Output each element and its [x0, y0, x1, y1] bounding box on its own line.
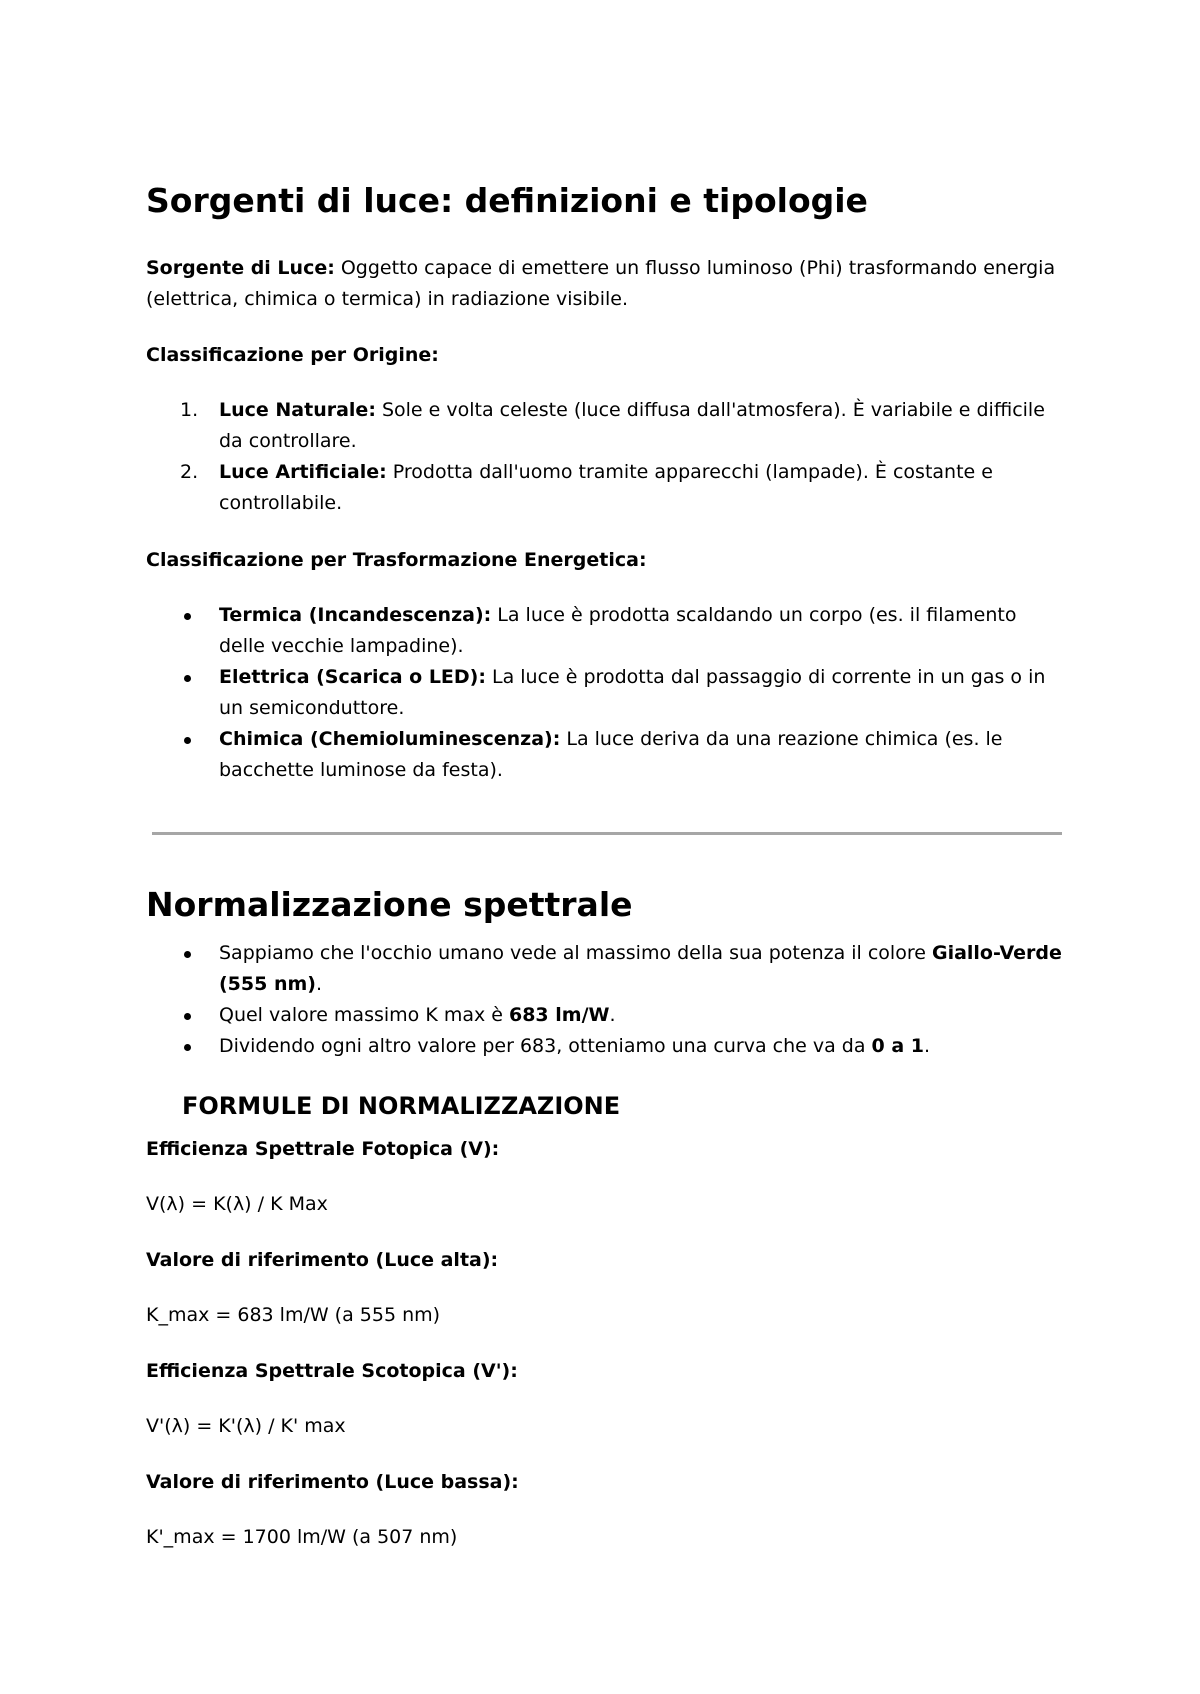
list-item [146, 662, 1066, 724]
origin-heading: Classificazione per Origine: [146, 344, 439, 366]
formula-value: V'(λ) = K'(λ) / K' max [146, 1415, 346, 1437]
list-item: Quel valore massimo K max è 683 lm/W. [146, 1000, 1066, 1031]
formula-value: V(λ) = K(λ) / K Max [146, 1193, 328, 1215]
list-item [146, 724, 1066, 786]
formula-value: K'_max = 1700 lm/W (a 507 nm) [146, 1526, 458, 1548]
item-term: Chimica (Chemioluminescenza): [219, 728, 561, 750]
list-item [146, 395, 1066, 457]
item-term: Luce Artificiale: [219, 461, 387, 483]
item-term: Luce Naturale: [219, 399, 376, 421]
item-text: Prodotta dall'uomo tramite apparecchi (lampade). È costante e controllabile. [219, 461, 993, 514]
list-item [146, 457, 1066, 519]
formula-label: Efficienza Spettrale Fotopica (V): [146, 1138, 500, 1160]
energy-heading: Classificazione per Trasformazione Energetica: [146, 549, 647, 571]
origin-list [146, 395, 1066, 519]
bullet-dot [184, 737, 191, 744]
item-term: Elettrica (Scarica o LED): [219, 666, 486, 688]
formula-value: K_max = 683 lm/W (a 555 nm) [146, 1304, 441, 1326]
formula-label: Valore di riferimento (Luce alta): [146, 1249, 499, 1271]
definition-paragraph [146, 253, 1066, 315]
bullet-dot [184, 1013, 191, 1020]
bullet-dot [184, 675, 191, 682]
section-title-normalizzazione: Normalizzazione spettrale [146, 885, 633, 924]
list-number: 2. [180, 461, 199, 483]
definition-term: Sorgente di Luce: [146, 257, 335, 279]
list-item: Sappiamo che l'occhio umano vede al massimo della sua potenza il colore Giallo-Verde (555 nm). [146, 938, 1066, 1000]
item-text: La luce è prodotta dal passaggio di corrente in un gas o in un semiconduttore. [219, 666, 1046, 719]
definition-text: Oggetto capace di emettere un flusso luminoso (Phi) trasformando energia (elettrica, chimica o termica) in radiazione visibile. [146, 257, 1056, 310]
energy-list [146, 600, 1066, 786]
item-text: La luce deriva da una reazione chimica (es. le bacchette luminose da festa). [219, 728, 1003, 781]
normalization-list [146, 938, 1066, 1062]
bullet-dot [184, 951, 191, 958]
section-title-sorgenti: Sorgenti di luce: definizioni e tipologie [146, 181, 868, 220]
formula-label: Efficienza Spettrale Scotopica (V'): [146, 1360, 518, 1382]
list-number: 1. [180, 399, 199, 421]
list-item: Dividendo ogni altro valore per 683, otteniamo una curva che va da 0 a 1. [146, 1031, 1066, 1062]
item-term: Termica (Incandescenza): [219, 604, 492, 626]
list-item [146, 600, 1066, 662]
horizontal-divider [152, 832, 1062, 835]
item-text: La luce è prodotta scaldando un corpo (es. il filamento delle vecchie lampadine). [219, 604, 1017, 657]
formula-label: Valore di riferimento (Luce bassa): [146, 1471, 519, 1493]
bullet-dot [184, 613, 191, 620]
item-text: Sole e volta celeste (luce diffusa dall'atmosfera). È variabile e difficile da controllare. [219, 399, 1045, 452]
bullet-dot [184, 1044, 191, 1051]
formulas-subheading: FORMULE DI NORMALIZZAZIONE [182, 1092, 621, 1120]
